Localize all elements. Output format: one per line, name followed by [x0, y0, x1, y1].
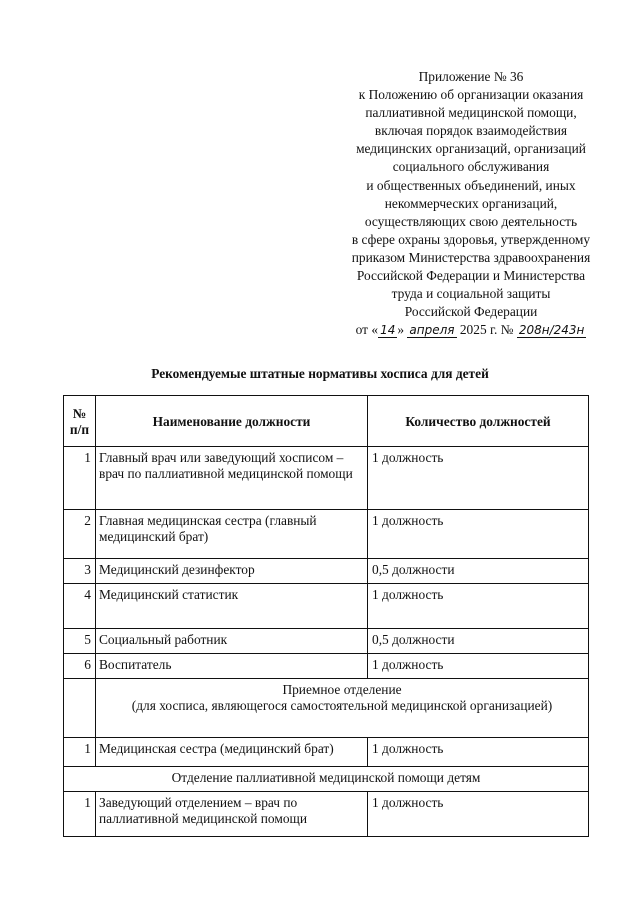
row-quantity: 1 должность: [368, 510, 589, 559]
table-row: [64, 738, 589, 767]
handwritten-order-number: 208н/243н: [518, 323, 585, 338]
staffing-table: [63, 395, 589, 837]
table-row: [64, 584, 589, 629]
row-quantity: 0,5 должности: [368, 629, 589, 654]
row-number: 1: [64, 738, 96, 767]
section-header-row: [64, 767, 589, 792]
document-title: Рекомендуемые штатные нормативы хосписа для детей: [151, 366, 489, 381]
row-number: 3: [64, 559, 96, 584]
row-quantity: 1 должность: [368, 738, 589, 767]
header-line: приказом Министерства здравоохранения: [351, 249, 591, 265]
row-number: 4: [64, 584, 96, 629]
date-quote: »: [397, 322, 405, 338]
header-line: некоммерческих организаций,: [384, 195, 558, 211]
row-position: Медицинская сестра (медицинский брат): [96, 738, 368, 767]
row-position: Медицинский статистик: [96, 584, 368, 629]
row-number: 1: [64, 792, 96, 837]
table-row: [64, 792, 589, 837]
header-line: к Положению об организации оказания: [358, 87, 584, 103]
header-line: труда и социальной защиты: [391, 286, 551, 302]
header-line: паллиативной медицинской помощи,: [365, 105, 577, 121]
table-header-row: [64, 396, 589, 447]
header-line: и общественных объединений, иных: [366, 177, 576, 193]
section-header-row: [64, 679, 589, 738]
column-header-position: Наименование должности: [96, 396, 368, 447]
section-title: Отделение паллиативной медицинской помощи детям: [64, 767, 589, 792]
header-line: Российской Федерации и Министерства: [356, 268, 586, 284]
header-line: в сфере охраны здоровья, утвержденному: [351, 231, 591, 247]
header-line: Российской Федерации: [404, 304, 538, 320]
column-header-number: № п/п: [64, 396, 96, 447]
appendix-header: [326, 68, 616, 339]
section-spacer-cell: [64, 679, 96, 738]
row-position: Социальный работник: [96, 629, 368, 654]
section-header-cell: [96, 679, 589, 738]
handwritten-day: 14: [380, 323, 396, 338]
header-line: Приложение № 36: [418, 69, 524, 84]
row-quantity: 1 должность: [368, 447, 589, 510]
header-line: социального обслуживания: [392, 159, 550, 175]
column-header-quantity: Количество должностей: [368, 396, 589, 447]
table-row: [64, 654, 589, 679]
table-row: [64, 447, 589, 510]
handwritten-month: апреля: [409, 323, 455, 338]
row-position: Воспитатель: [96, 654, 368, 679]
header-line: включая порядок взаимодействия: [374, 123, 568, 139]
row-position: Главный врач или заведующий хосписом – врач по паллиативной медицинской помощи: [96, 447, 368, 510]
date-prefix: от «: [355, 322, 379, 338]
row-quantity: 0,5 должности: [368, 559, 589, 584]
row-position: Медицинский дезинфектор: [96, 559, 368, 584]
row-quantity: 1 должность: [368, 584, 589, 629]
row-position: Заведующий отделением – врач по паллиативной медицинской помощи: [96, 792, 368, 837]
table-row: [64, 559, 589, 584]
section-subtitle: (для хосписа, являющегося самостоятельной медицинской организацией): [131, 698, 553, 713]
row-number: 6: [64, 654, 96, 679]
table-row: [64, 629, 589, 654]
table-row: [64, 510, 589, 559]
row-number: 2: [64, 510, 96, 559]
row-position: Главная медицинская сестра (главный медицинский брат): [96, 510, 368, 559]
header-line: осуществляющих свою деятельность: [364, 213, 578, 229]
date-year: 2025 г. №: [459, 322, 514, 338]
row-quantity: 1 должность: [368, 654, 589, 679]
row-number: 5: [64, 629, 96, 654]
row-number: 1: [64, 447, 96, 510]
section-title: Приемное отделение: [282, 682, 402, 697]
header-line: медицинских организаций, организаций: [356, 141, 586, 157]
order-date-line: [326, 321, 616, 339]
row-quantity: 1 должность: [368, 792, 589, 837]
